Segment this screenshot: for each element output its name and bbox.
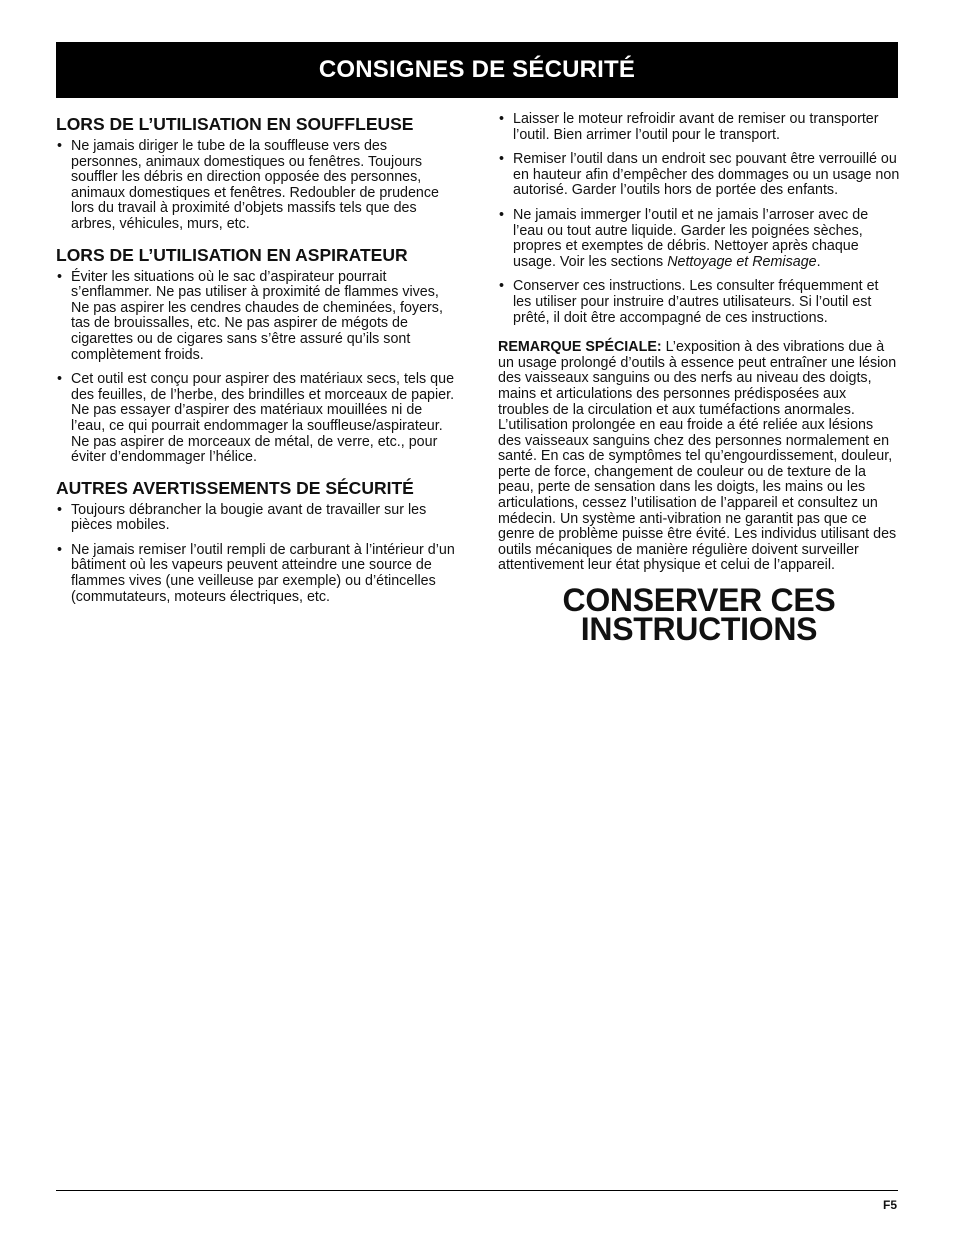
page-number: F5 bbox=[882, 1198, 897, 1212]
list-item: • Toujours débrancher la bougie avant de travailler sur les pièces mobiles. bbox=[56, 503, 456, 534]
list-item: • Cet outil est conçu pour aspirer des matériaux secs, tels que des feuilles, de l’herbe, des brindilles et morceaux de papier. Ne pas essayer d’aspirer des matériaux mouillées ni de l’eau, ce qui pourrait endommager la souffleuse/aspirateur. Ne pas aspirer de morceaux de métal, de verre, etc., pour éviter d’endommager l’hélice. bbox=[56, 372, 456, 466]
section-heading: LORS DE L’UTILISATION EN ASPIRATEUR bbox=[56, 244, 408, 265]
section-banner bbox=[56, 42, 898, 98]
left-column bbox=[56, 114, 456, 617]
list-item-end: . bbox=[816, 253, 821, 270]
section-other-warnings bbox=[56, 478, 456, 606]
closing-title bbox=[498, 582, 900, 648]
closing-title-line1: CONSERVER CES bbox=[562, 582, 836, 619]
list-item: • Remiser l’outil dans un endroit sec pouvant être verrouillé ou en hauteur afin d’empêcher des dommages ou un usage non autorisé. Garder l’outils hors de portée des enfants. bbox=[498, 152, 900, 199]
note-label: REMARQUE SPÉCIALE: bbox=[498, 339, 662, 356]
special-note bbox=[498, 340, 900, 574]
list-item-text: Ne jamais immerger l’outil et ne jamais l’arroser avec de l’eau ou tout autre liquide. Garder les poignées sèches, propres et exemptes de débris. Nettoyer après chaque usage. Voir les sections bbox=[513, 206, 869, 270]
list-item: • Ne jamais diriger le tube de la souffleuse vers des personnes, animaux domestiques ou fenêtres. Toujours souffler les débris en direction opposée des personnes, animaux domestiques et fenêtres. Redoubler de prudence lors du travail à proximité d’objets massifs tels que des arbres, véhicules, murs, etc. bbox=[56, 139, 456, 233]
closing-title-line2: INSTRUCTIONS bbox=[580, 611, 818, 648]
section-vacuum bbox=[56, 245, 456, 466]
bullet-list bbox=[56, 139, 456, 233]
bullet-list bbox=[56, 503, 456, 606]
bullet-list bbox=[498, 112, 900, 326]
note-text: L’exposition à des vibrations due à un usage prolongé d’outils à essence peut entraîner une lésion des vaisseaux sanguins ou des nerfs au niveau des doigts, mains et articulations des personnes prédisposées aux troubles de la circulation et aux tuméfactions anormales. L’utilisation prolongée en eau froide a été reliée aux lésions des vaisseaux sanguins chez des personnes normalement en santé. En cas de symptômes tel qu’engourdissement, douleur, perte de force, changement de couleur ou de texture de la peau, perte de sensation dans les doigts, les mains ou les articulations, cessez l’utilisation de l’appareil et consultez un médecin. Un système anti-vibration ne garantit pas que ce genre de problème puisse être évité. Les individus utilisant des outils mécaniques de manière régulière doivent surveiller attentivement leur état physique et celui de l’appareil. bbox=[498, 339, 897, 574]
bullet-list bbox=[56, 270, 456, 466]
section-heading: AUTRES AVERTISSEMENTS DE SÉCURITÉ bbox=[56, 477, 414, 498]
list-item: • Conserver ces instructions. Les consulter fréquemment et les utiliser pour instruire d’autres utilisateurs. Si l’outil est prêté, il doit être accompagné de ces instructions. bbox=[498, 279, 900, 326]
list-item: • Laisser le moteur refroidir avant de remiser ou transporter l’outil. Bien arrimer l’outil pour le transport. bbox=[498, 112, 900, 143]
section-heading: LORS DE L’UTILISATION EN SOUFFLEUSE bbox=[56, 114, 414, 134]
list-item: • Éviter les situations où le sac d’aspirateur pourrait s’enflammer. Ne pas utiliser à proximité de flammes vives, Ne pas aspirer les cendres chaudes de cheminées, foyers, tas de brouissalles, etc. Ne pas aspirer de mégots de cigarettes ou de cigares sans s’être assuré qu’ils sont complètement froids. bbox=[56, 270, 456, 364]
right-column bbox=[498, 111, 900, 648]
page-title: CONSIGNES DE SÉCURITÉ bbox=[318, 56, 636, 83]
footer-divider bbox=[56, 1190, 898, 1191]
list-item: • Ne jamais remiser l’outil rempli de carburant à l’intérieur d’un bâtiment où les vapeurs peuvent atteindre une source de flammes vives (une veilleuse par exemple) ou d’étincelles (commutateurs, moteurs électriques, etc. bbox=[56, 543, 456, 605]
section-reference: Nettoyage et Remisage bbox=[667, 253, 817, 270]
list-item bbox=[498, 208, 900, 270]
section-blower bbox=[56, 114, 456, 233]
